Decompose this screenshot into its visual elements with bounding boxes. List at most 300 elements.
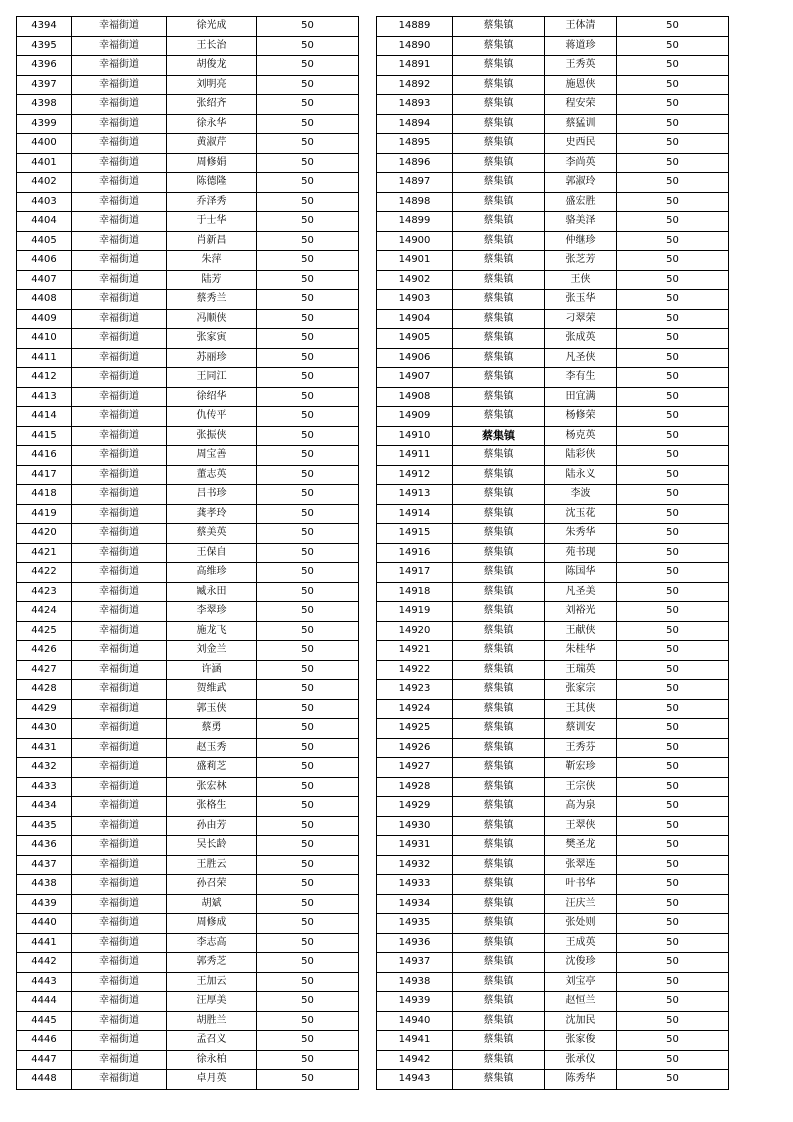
table-row [17,426,359,446]
person-name-cell: 史西民 [545,134,617,154]
person-name-cell: 乔泽秀 [167,192,257,212]
table-row [377,699,729,719]
amount-cell: 50 [617,95,729,115]
table-row [17,914,359,934]
amount-cell: 50 [257,56,359,76]
amount-cell: 50 [257,836,359,856]
town-cell: 幸福街道 [72,173,167,193]
person-name-cell: 施龙飞 [167,621,257,641]
town-cell: 蔡集镇 [453,192,545,212]
serial-number-cell: 4411 [17,348,72,368]
town-cell: 蔡集镇 [453,680,545,700]
table-row [17,173,359,193]
town-cell: 幸福街道 [72,524,167,544]
person-name-cell: 程安荣 [545,95,617,115]
serial-number-cell: 14908 [377,387,453,407]
amount-cell: 50 [617,894,729,914]
table-row [17,855,359,875]
table-row [377,641,729,661]
person-name-cell: 黄淑芹 [167,134,257,154]
town-cell: 蔡集镇 [453,1031,545,1051]
amount-cell: 50 [257,504,359,524]
town-cell: 幸福街道 [72,953,167,973]
table-row [377,309,729,329]
person-name-cell: 胡俊龙 [167,56,257,76]
table-row [377,426,729,446]
person-name-cell: 陆芳 [167,270,257,290]
serial-number-cell: 4403 [17,192,72,212]
serial-number-cell: 4433 [17,777,72,797]
table-row [377,192,729,212]
amount-cell: 50 [617,192,729,212]
table-row [17,894,359,914]
person-name-cell: 张家俊 [545,1031,617,1051]
amount-cell: 50 [617,953,729,973]
table-row [17,153,359,173]
serial-number-cell: 14932 [377,855,453,875]
serial-number-cell: 4412 [17,368,72,388]
amount-cell: 50 [257,797,359,817]
serial-number-cell: 4408 [17,290,72,310]
table-row [377,738,729,758]
person-name-cell: 周修成 [167,914,257,934]
table-row [17,797,359,817]
person-name-cell: 杨克英 [545,426,617,446]
table-row [377,173,729,193]
table-row [377,1050,729,1070]
person-name-cell: 凡圣侠 [545,348,617,368]
person-name-cell: 沈俊珍 [545,953,617,973]
person-name-cell: 赵玉秀 [167,738,257,758]
town-cell: 幸福街道 [72,407,167,427]
person-name-cell: 刘裕光 [545,602,617,622]
amount-cell: 50 [617,75,729,95]
table-row [377,914,729,934]
amount-cell: 50 [617,875,729,895]
town-cell: 幸福街道 [72,75,167,95]
person-name-cell: 陈秀华 [545,1070,617,1090]
town-cell: 蔡集镇 [453,485,545,505]
amount-cell: 50 [257,465,359,485]
serial-number-cell: 14890 [377,36,453,56]
serial-number-cell: 4430 [17,719,72,739]
table-row [17,212,359,232]
town-cell: 蔡集镇 [453,797,545,817]
person-name-cell: 周修娟 [167,153,257,173]
town-cell: 幸福街道 [72,855,167,875]
amount-cell: 50 [617,36,729,56]
serial-number-cell: 14919 [377,602,453,622]
table-row [17,641,359,661]
serial-number-cell: 14920 [377,621,453,641]
town-cell: 幸福街道 [72,290,167,310]
town-cell: 幸福街道 [72,582,167,602]
table-row [17,17,359,37]
amount-cell: 50 [617,17,729,37]
table-row [377,524,729,544]
town-cell: 幸福街道 [72,56,167,76]
serial-number-cell: 4425 [17,621,72,641]
serial-number-cell: 4406 [17,251,72,271]
serial-number-cell: 14927 [377,758,453,778]
table-row [377,270,729,290]
amount-cell: 50 [257,563,359,583]
amount-cell: 50 [257,621,359,641]
amount-cell: 50 [257,816,359,836]
person-name-cell: 李有生 [545,368,617,388]
table-row [17,270,359,290]
person-name-cell: 张振侠 [167,426,257,446]
table-row [377,992,729,1012]
amount-cell: 50 [257,1070,359,1090]
town-cell: 蔡集镇 [453,290,545,310]
table-row [17,933,359,953]
person-name-cell: 陆永义 [545,465,617,485]
serial-number-cell: 4398 [17,95,72,115]
table-row [377,75,729,95]
amount-cell: 50 [257,485,359,505]
serial-number-cell: 14902 [377,270,453,290]
person-name-cell: 王胜云 [167,855,257,875]
town-cell: 蔡集镇 [453,563,545,583]
serial-number-cell: 14894 [377,114,453,134]
table-row [377,855,729,875]
town-cell: 蔡集镇 [453,1050,545,1070]
table-row [17,992,359,1012]
person-name-cell: 王瑞英 [545,660,617,680]
serial-number-cell: 14915 [377,524,453,544]
amount-cell: 50 [617,368,729,388]
person-name-cell: 仲继珍 [545,231,617,251]
table-row [17,309,359,329]
serial-number-cell: 4394 [17,17,72,37]
table-row [377,134,729,154]
town-cell: 幸福街道 [72,777,167,797]
serial-number-cell: 14905 [377,329,453,349]
town-cell: 蔡集镇 [453,426,545,446]
serial-number-cell: 4404 [17,212,72,232]
town-cell: 幸福街道 [72,134,167,154]
serial-number-cell: 4436 [17,836,72,856]
amount-cell: 50 [617,1050,729,1070]
amount-cell: 50 [257,582,359,602]
town-cell: 蔡集镇 [453,212,545,232]
serial-number-cell: 14900 [377,231,453,251]
serial-number-cell: 14939 [377,992,453,1012]
town-cell: 蔡集镇 [453,270,545,290]
person-name-cell: 李翠珍 [167,602,257,622]
serial-number-cell: 4397 [17,75,72,95]
serial-number-cell: 4427 [17,660,72,680]
amount-cell: 50 [257,153,359,173]
person-name-cell: 王献侠 [545,621,617,641]
serial-number-cell: 14913 [377,485,453,505]
amount-cell: 50 [257,719,359,739]
table-row [17,251,359,271]
serial-number-cell: 14904 [377,309,453,329]
person-name-cell: 张家寅 [167,329,257,349]
amount-cell: 50 [617,680,729,700]
amount-cell: 50 [257,407,359,427]
town-cell: 幸福街道 [72,641,167,661]
town-cell: 蔡集镇 [453,134,545,154]
table-row [377,582,729,602]
amount-cell: 50 [617,1070,729,1090]
table-row [17,231,359,251]
serial-number-cell: 4418 [17,485,72,505]
person-name-cell: 蔡猛训 [545,114,617,134]
amount-cell: 50 [257,114,359,134]
person-name-cell: 王侠 [545,270,617,290]
table-row [17,680,359,700]
table-row [17,875,359,895]
table-row [17,348,359,368]
serial-number-cell: 14921 [377,641,453,661]
town-cell: 幸福街道 [72,602,167,622]
amount-cell: 50 [617,134,729,154]
table-row [377,329,729,349]
town-cell: 蔡集镇 [453,719,545,739]
amount-cell: 50 [617,290,729,310]
town-cell: 蔡集镇 [453,368,545,388]
town-cell: 幸福街道 [72,387,167,407]
table-row [17,134,359,154]
table-row [17,563,359,583]
town-cell: 幸福街道 [72,875,167,895]
table-row [377,797,729,817]
amount-cell: 50 [257,1011,359,1031]
town-cell: 蔡集镇 [453,348,545,368]
table-row [377,465,729,485]
serial-number-cell: 4414 [17,407,72,427]
serial-number-cell: 4429 [17,699,72,719]
amount-cell: 50 [257,660,359,680]
serial-number-cell: 14911 [377,446,453,466]
person-name-cell: 龚孝玲 [167,504,257,524]
person-name-cell: 李尚英 [545,153,617,173]
town-cell: 蔡集镇 [453,387,545,407]
town-cell: 蔡集镇 [453,465,545,485]
amount-cell: 50 [617,699,729,719]
serial-number-cell: 4421 [17,543,72,563]
table-row [377,1011,729,1031]
table-row [17,407,359,427]
town-cell: 幸福街道 [72,212,167,232]
serial-number-cell: 4445 [17,1011,72,1031]
serial-number-cell: 14912 [377,465,453,485]
amount-cell: 50 [257,777,359,797]
amount-cell: 50 [617,660,729,680]
table-row [17,36,359,56]
town-cell: 蔡集镇 [453,836,545,856]
serial-number-cell: 4419 [17,504,72,524]
table-row [17,816,359,836]
person-name-cell: 蒋道珍 [545,36,617,56]
town-cell: 幸福街道 [72,894,167,914]
amount-cell: 50 [257,329,359,349]
amount-cell: 50 [617,758,729,778]
town-cell: 蔡集镇 [453,251,545,271]
table-row [377,504,729,524]
town-cell: 蔡集镇 [453,231,545,251]
person-name-cell: 刘金兰 [167,641,257,661]
town-cell: 幸福街道 [72,699,167,719]
amount-cell: 50 [617,231,729,251]
person-name-cell: 陈德隆 [167,173,257,193]
serial-number-cell: 14898 [377,192,453,212]
town-cell: 蔡集镇 [453,1011,545,1031]
town-cell: 幸福街道 [72,251,167,271]
person-name-cell: 王秀芬 [545,738,617,758]
amount-cell: 50 [617,855,729,875]
serial-number-cell: 4434 [17,797,72,817]
town-cell: 蔡集镇 [453,173,545,193]
serial-number-cell: 4435 [17,816,72,836]
amount-cell: 50 [617,582,729,602]
person-name-cell: 郭淑玲 [545,173,617,193]
serial-number-cell: 4410 [17,329,72,349]
amount-cell: 50 [617,933,729,953]
table-row [377,231,729,251]
table-row [377,816,729,836]
person-name-cell: 李波 [545,485,617,505]
amount-cell: 50 [617,426,729,446]
town-cell: 蔡集镇 [453,758,545,778]
person-name-cell: 肖新昌 [167,231,257,251]
serial-number-cell: 4428 [17,680,72,700]
town-cell: 蔡集镇 [453,446,545,466]
town-cell: 幸福街道 [72,738,167,758]
town-cell: 幸福街道 [72,153,167,173]
table-row [377,212,729,232]
town-cell: 幸福街道 [72,231,167,251]
person-name-cell: 王其侠 [545,699,617,719]
town-cell: 幸福街道 [72,95,167,115]
person-name-cell: 贺维武 [167,680,257,700]
serial-number-cell: 14895 [377,134,453,154]
person-name-cell: 汪厚美 [167,992,257,1012]
town-cell: 幸福街道 [72,621,167,641]
amount-cell: 50 [617,641,729,661]
person-name-cell: 张处则 [545,914,617,934]
town-cell: 幸福街道 [72,504,167,524]
person-name-cell: 张翠连 [545,855,617,875]
amount-cell: 50 [617,914,729,934]
amount-cell: 50 [257,699,359,719]
person-name-cell: 冯顺侠 [167,309,257,329]
serial-number-cell: 4447 [17,1050,72,1070]
table-row [377,621,729,641]
town-cell: 蔡集镇 [453,972,545,992]
amount-cell: 50 [617,485,729,505]
person-name-cell: 高维珍 [167,563,257,583]
person-name-cell: 刘宝亭 [545,972,617,992]
town-cell: 幸福街道 [72,446,167,466]
serial-number-cell: 4431 [17,738,72,758]
town-cell: 蔡集镇 [453,543,545,563]
table-row [377,602,729,622]
serial-number-cell: 14943 [377,1070,453,1090]
town-cell: 蔡集镇 [453,36,545,56]
table-row [17,836,359,856]
serial-number-cell: 4432 [17,758,72,778]
amount-cell: 50 [257,875,359,895]
town-cell: 幸福街道 [72,758,167,778]
person-name-cell: 朱桂华 [545,641,617,661]
town-cell: 蔡集镇 [453,953,545,973]
town-cell: 幸福街道 [72,680,167,700]
table-row [377,387,729,407]
table-row [17,387,359,407]
serial-number-cell: 14899 [377,212,453,232]
amount-cell: 50 [617,309,729,329]
town-cell: 幸福街道 [72,1070,167,1090]
amount-cell: 50 [257,231,359,251]
amount-cell: 50 [617,270,729,290]
table-row [377,446,729,466]
table-row [17,504,359,524]
town-cell: 幸福街道 [72,36,167,56]
person-name-cell: 蔡秀兰 [167,290,257,310]
town-cell: 蔡集镇 [453,641,545,661]
town-cell: 蔡集镇 [453,992,545,1012]
person-name-cell: 杨修荣 [545,407,617,427]
amount-cell: 50 [257,1031,359,1051]
town-cell: 蔡集镇 [453,621,545,641]
serial-number-cell: 4401 [17,153,72,173]
town-cell: 幸福街道 [72,485,167,505]
amount-cell: 50 [257,992,359,1012]
amount-cell: 50 [257,192,359,212]
amount-cell: 50 [257,758,359,778]
serial-number-cell: 14916 [377,543,453,563]
serial-number-cell: 14892 [377,75,453,95]
town-cell: 幸福街道 [72,270,167,290]
person-name-cell: 徐永柏 [167,1050,257,1070]
person-name-cell: 吴长龄 [167,836,257,856]
amount-cell: 50 [257,387,359,407]
serial-number-cell: 4402 [17,173,72,193]
serial-number-cell: 4441 [17,933,72,953]
town-cell: 蔡集镇 [453,602,545,622]
person-name-cell: 张宏林 [167,777,257,797]
town-cell: 幸福街道 [72,426,167,446]
table-row [377,719,729,739]
person-name-cell: 徐绍华 [167,387,257,407]
person-name-cell: 胡胜兰 [167,1011,257,1031]
serial-number-cell: 14931 [377,836,453,856]
serial-number-cell: 14922 [377,660,453,680]
table-row [377,1070,729,1090]
amount-cell: 50 [257,641,359,661]
serial-number-cell: 14933 [377,875,453,895]
amount-cell: 50 [617,602,729,622]
serial-number-cell: 14928 [377,777,453,797]
amount-cell: 50 [257,212,359,232]
person-name-cell: 郭玉侠 [167,699,257,719]
town-cell: 蔡集镇 [453,329,545,349]
person-name-cell: 王宗侠 [545,777,617,797]
amount-cell: 50 [257,446,359,466]
person-name-cell: 朱秀华 [545,524,617,544]
serial-number-cell: 4422 [17,563,72,583]
table-row [17,758,359,778]
table-row [377,543,729,563]
amount-cell: 50 [617,56,729,76]
serial-number-cell: 14914 [377,504,453,524]
person-name-cell: 臧永田 [167,582,257,602]
amount-cell: 50 [617,114,729,134]
